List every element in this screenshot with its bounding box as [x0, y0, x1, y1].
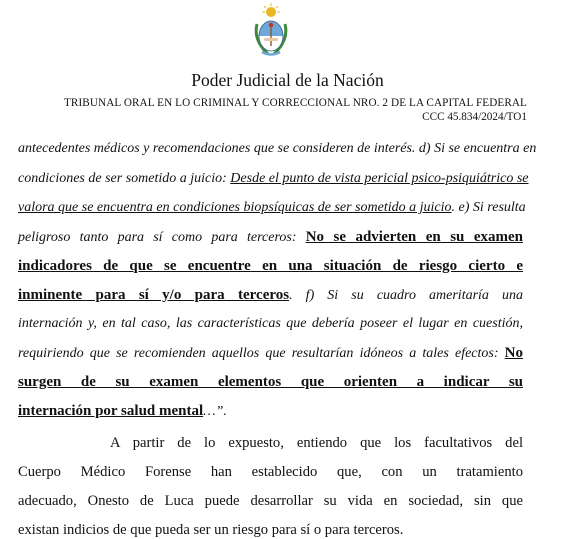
quote-bold-underlined-text: indicadores de que se encuentre en una situación de riesgo cierto e	[18, 258, 523, 274]
quote-text: requiriendo que se recomienden aquellos que resultarían idóneos a tales efectos:	[18, 346, 505, 361]
quote-line	[18, 171, 529, 187]
quote-line	[18, 141, 537, 157]
quote-underlined-text: Desde el punto de vista pericial psico-psiquiátrico se	[230, 171, 529, 186]
quote-text: …”.	[203, 404, 227, 419]
quote-line	[18, 287, 523, 304]
paragraph-line: adecuado, Onesto de Luca puede desarrollar su vida en sociedad, sin que	[18, 493, 523, 509]
quote-line	[18, 374, 523, 391]
quote-line	[18, 229, 523, 246]
quote-line	[18, 200, 526, 216]
quote-text: condiciones de ser sometido a juicio:	[18, 171, 231, 186]
quote-line	[18, 345, 523, 362]
quote-text: . e) Si resulta	[451, 200, 526, 215]
quote-text: . f) Si su cuadro ameritaría una	[289, 288, 524, 303]
quote-text: antecedentes médicos y recomendaciones que se consideren de interés. d) Si se encuentra en	[18, 141, 537, 156]
sun-icon	[262, 3, 280, 17]
coat-of-arms-seal	[248, 2, 294, 58]
quote-line	[18, 316, 523, 332]
court-name: Poder Judicial de la Nación	[191, 70, 384, 90]
quote-line	[18, 403, 523, 420]
quote-line	[18, 258, 523, 275]
quote-bold-underlined-text: internación por salud mental	[18, 403, 204, 419]
quote-bold-underlined-text: No	[504, 345, 523, 361]
quote-bold-underlined-text: No se advierten en su examen	[305, 229, 523, 245]
paragraph-line: existan indicios de que pueda ser un riesgo para sí o para terceros.	[18, 522, 404, 538]
quote-underlined-text: valora que se encuentra en condiciones biopsíquicas de ser sometido a juicio	[18, 200, 452, 215]
quote-text: internación y, en tal caso, las características que debería poseer el lugar en cuestión,	[18, 316, 523, 331]
tribunal-name: TRIBUNAL ORAL EN LO CRIMINAL Y CORRECCIONAL NRO. 2 DE LA CAPITAL FEDERAL	[63, 97, 527, 109]
quote-text: peligroso tanto para sí como para terceros:	[18, 230, 306, 245]
paragraph-line: A partir de lo expuesto, entiendo que los facultativos del	[110, 435, 523, 451]
paragraph-line: Cuerpo Médico Forense han establecido que, con un tratamiento	[18, 464, 523, 480]
case-number: CCC 45.834/2024/TO1	[422, 111, 527, 123]
quote-bold-underlined-text: surgen de su examen elementos que orienten a indicar su	[18, 374, 523, 390]
quote-bold-underlined-text: inminente para sí y/o para terceros	[18, 287, 290, 303]
